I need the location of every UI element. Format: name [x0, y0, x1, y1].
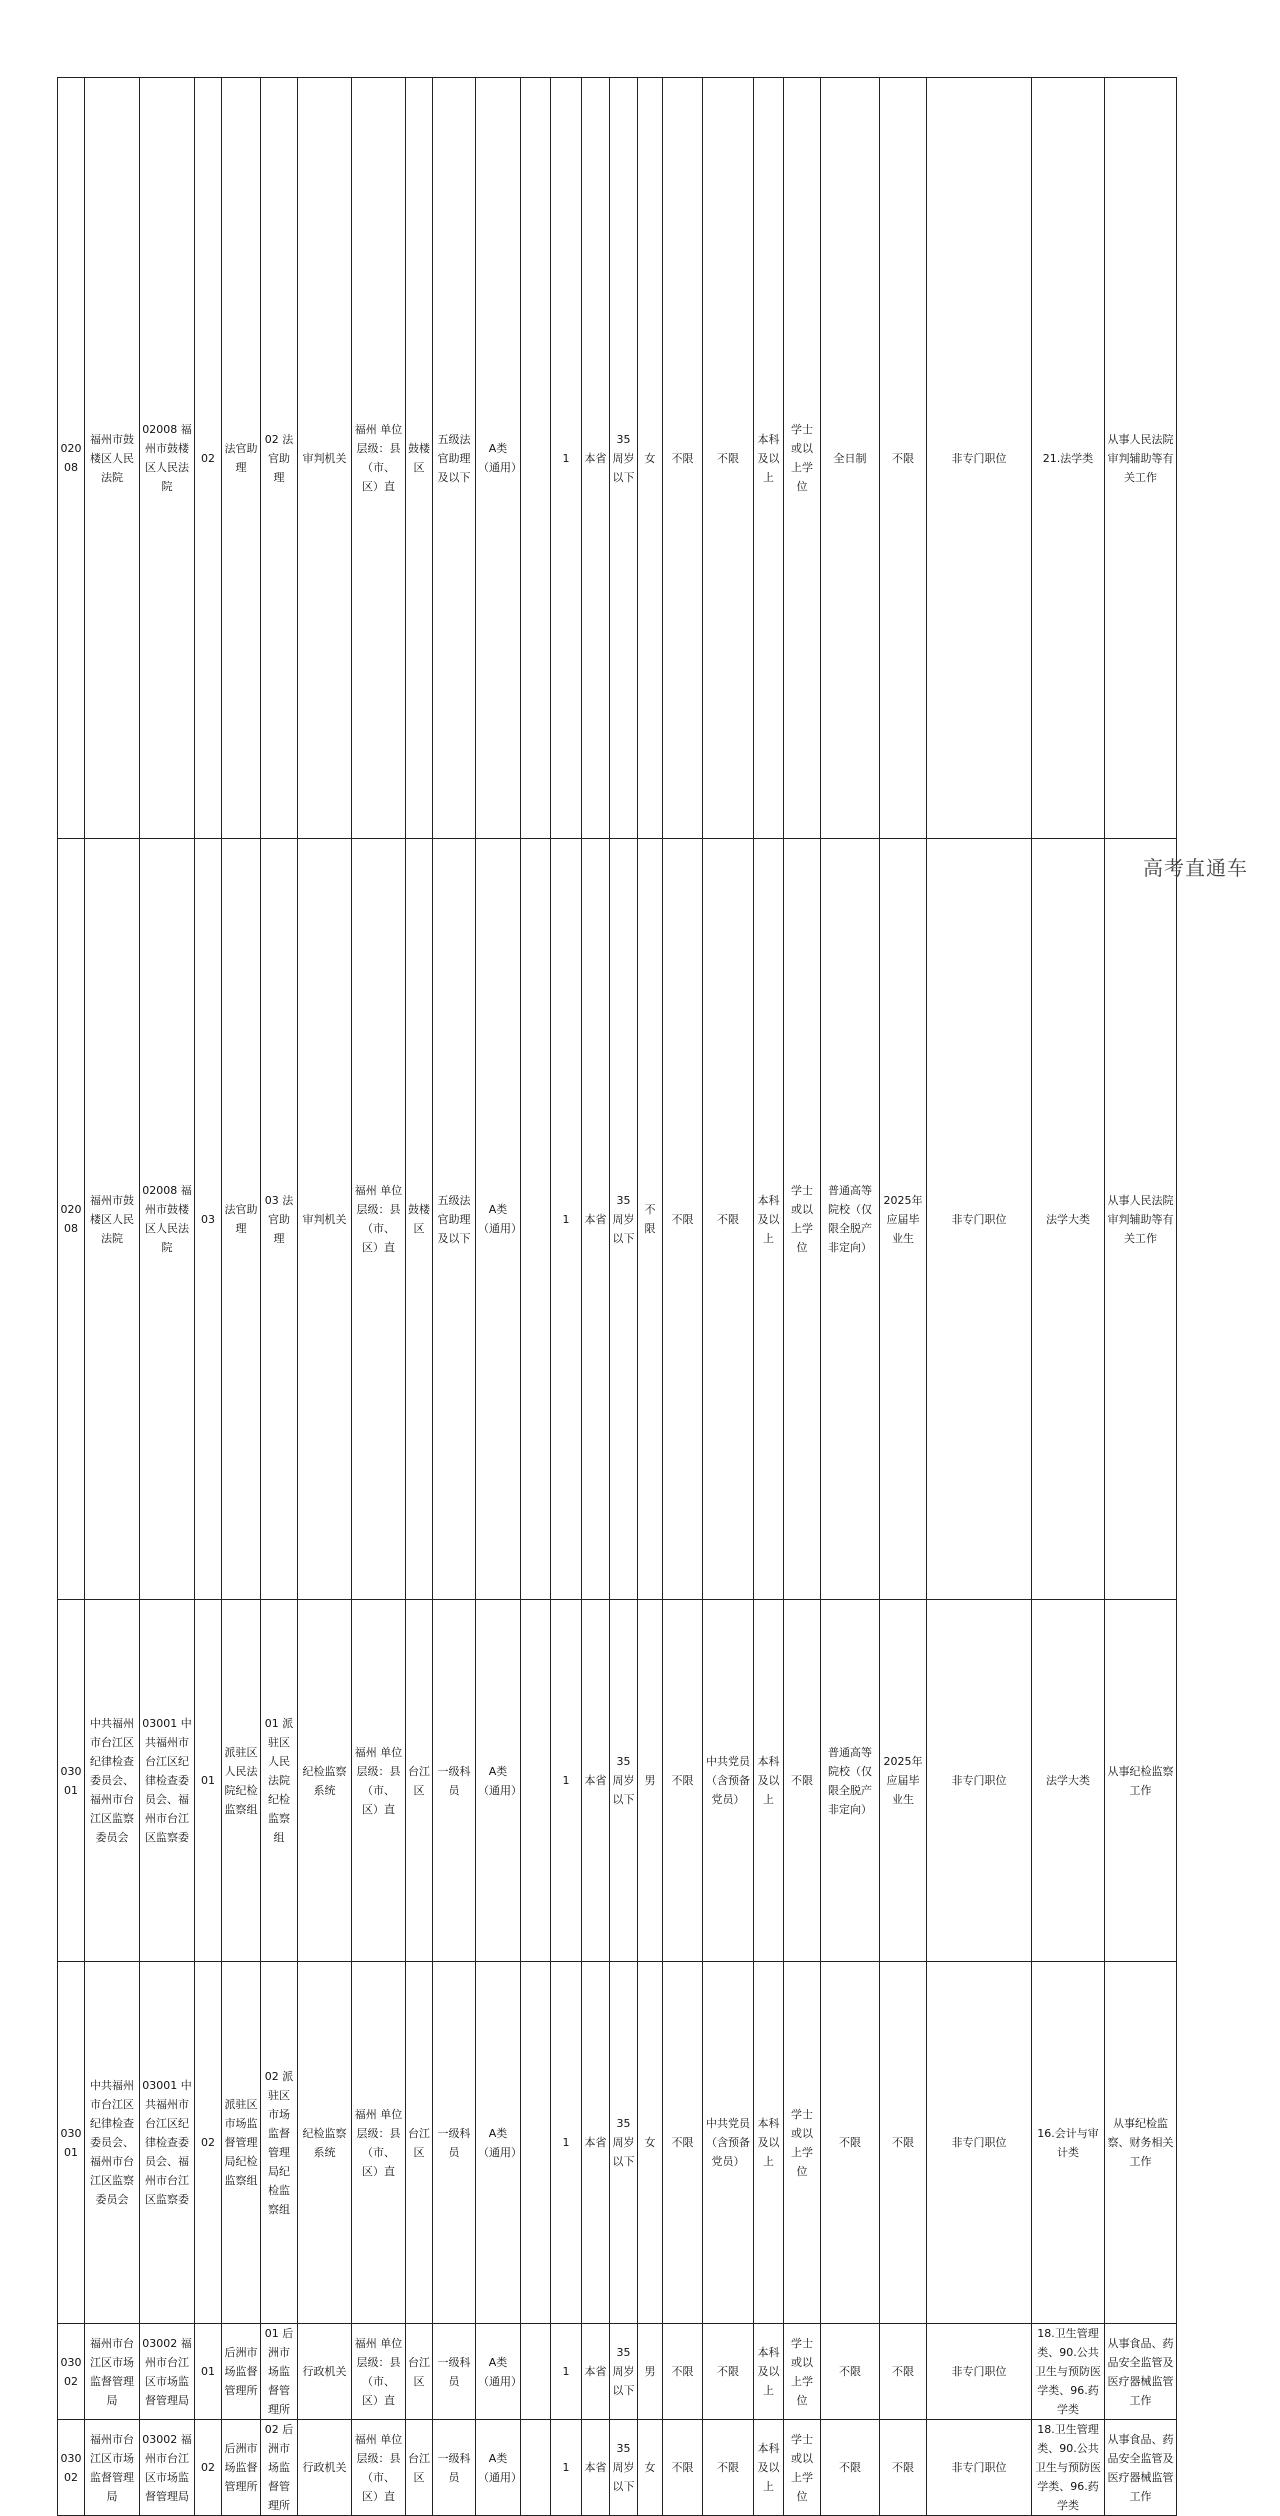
gender-cell: 不限 [638, 839, 663, 1600]
post-type-cell: 非专门职位 [927, 1962, 1032, 2324]
table-row [58, 1962, 1177, 2324]
recruit-unit-cell: 03002 福州市台江区市场监督管理局 [140, 2420, 195, 2516]
empty-cell [521, 2324, 551, 2420]
post-code-cell: 02 法官助理 [261, 78, 298, 839]
major-cell: 法学大类 [1032, 1600, 1105, 1962]
graduate-cell: 2025年应届毕业生 [880, 839, 927, 1600]
age-cell: 35周岁以下 [610, 78, 638, 839]
post-type-cell: 非专门职位 [927, 2324, 1032, 2420]
study-form-cell: 不限 [821, 2324, 880, 2420]
scope-cell: 本省 [582, 1600, 610, 1962]
major-cell: 21.法学类 [1032, 78, 1105, 839]
table-row [58, 839, 1177, 1600]
education-cell: 本科及以上 [754, 2420, 784, 2516]
scope-cell: 本省 [582, 839, 610, 1600]
level-cell: 福州 单位层级：县（市、区）直 [352, 78, 406, 839]
ethnicity-cell: 不限 [663, 78, 703, 839]
post-type-cell: 非专门职位 [927, 78, 1032, 839]
major-cell: 法学大类 [1032, 839, 1105, 1600]
count-cell: 1 [551, 1600, 582, 1962]
level-cell: 福州 单位层级：县（市、区）直 [352, 2324, 406, 2420]
post-number-cell: 02 [195, 2420, 222, 2516]
dept-code-cell: 03002 [58, 2324, 85, 2420]
dept-code-cell: 03002 [58, 2420, 85, 2516]
unit-cell: 福州市鼓楼区人民法院 [85, 839, 140, 1600]
age-cell: 35周岁以下 [610, 2324, 638, 2420]
post-number-cell: 03 [195, 839, 222, 1600]
empty-cell [521, 78, 551, 839]
level-cell: 福州 单位层级：县（市、区）直 [352, 1962, 406, 2324]
exam-type-cell: A类（通用） [476, 1962, 521, 2324]
dept-code-cell: 03001 [58, 1962, 85, 2324]
table-row [58, 2420, 1177, 2516]
post-code-cell: 02 后洲市场监督管理所 [261, 2420, 298, 2516]
gender-cell: 男 [638, 1600, 663, 1962]
unit-cell: 福州市鼓楼区人民法院 [85, 78, 140, 839]
post-number-cell: 01 [195, 2324, 222, 2420]
age-cell: 35周岁以下 [610, 1600, 638, 1962]
politics-cell: 中共党员（含预备党员） [703, 1962, 754, 2324]
rank-cell: 一级科员 [433, 1962, 476, 2324]
age-cell: 35周岁以下 [610, 1962, 638, 2324]
duty-cell: 从事人民法院审判辅助等有关工作 [1105, 78, 1177, 839]
duty-cell: 从事纪检监察、财务相关工作 [1105, 1962, 1177, 2324]
degree-cell: 学士或以上学位 [784, 2324, 821, 2420]
dept-code-cell: 02008 [58, 78, 85, 839]
study-form-cell: 不限 [821, 2420, 880, 2516]
recruit-unit-cell: 03001 中共福州市台江区纪律检查委员会、福州市台江区监察委 [140, 1600, 195, 1962]
post-type-cell: 非专门职位 [927, 1600, 1032, 1962]
education-cell: 本科及以上 [754, 839, 784, 1600]
region-cell: 鼓楼区 [406, 78, 433, 839]
study-form-cell: 普通高等院校（仅限全脱产非定向） [821, 1600, 880, 1962]
degree-cell: 学士或以上学位 [784, 78, 821, 839]
region-cell: 台江区 [406, 1600, 433, 1962]
post-type-cell: 非专门职位 [927, 2420, 1032, 2516]
level-cell: 福州 单位层级：县（市、区）直 [352, 1600, 406, 1962]
org-type-cell: 纪检监察系统 [298, 1962, 352, 2324]
recruitment-table-sheet [57, 77, 1177, 2516]
duty-cell: 从事食品、药品安全监管及医疗器械监管工作 [1105, 2324, 1177, 2420]
rank-cell: 五级法官助理及以下 [433, 78, 476, 839]
post-name-cell: 派驻区市场监督管理局纪检监察组 [222, 1962, 261, 2324]
watermark-text: 高考直通车 [1143, 856, 1248, 880]
graduate-cell: 不限 [880, 1962, 927, 2324]
graduate-cell: 2025年应届毕业生 [880, 1600, 927, 1962]
graduate-cell: 不限 [880, 2420, 927, 2516]
degree-cell: 不限 [784, 1600, 821, 1962]
empty-cell [521, 1600, 551, 1962]
rank-cell: 一级科员 [433, 2420, 476, 2516]
gender-cell: 女 [638, 1962, 663, 2324]
politics-cell: 不限 [703, 839, 754, 1600]
degree-cell: 学士或以上学位 [784, 839, 821, 1600]
org-type-cell: 纪检监察系统 [298, 1600, 352, 1962]
post-code-cell: 01 后洲市场监督管理所 [261, 2324, 298, 2420]
post-code-cell: 02 派驻区市场监督管理局纪检监察组 [261, 1962, 298, 2324]
recruitment-table [57, 77, 1177, 2516]
post-type-cell: 非专门职位 [927, 839, 1032, 1600]
recruit-unit-cell: 03002 福州市台江区市场监督管理局 [140, 2324, 195, 2420]
region-cell: 台江区 [406, 1962, 433, 2324]
major-cell: 18.卫生管理类、90.公共卫生与预防医学类、96.药学类 [1032, 2324, 1105, 2420]
gender-cell: 女 [638, 78, 663, 839]
politics-cell: 中共党员（含预备党员） [703, 1600, 754, 1962]
exam-type-cell: A类（通用） [476, 839, 521, 1600]
count-cell: 1 [551, 1962, 582, 2324]
exam-type-cell: A类（通用） [476, 78, 521, 839]
rank-cell: 一级科员 [433, 2324, 476, 2420]
region-cell: 鼓楼区 [406, 839, 433, 1600]
ethnicity-cell: 不限 [663, 2324, 703, 2420]
org-type-cell: 审判机关 [298, 78, 352, 839]
rank-cell: 五级法官助理及以下 [433, 839, 476, 1600]
table-row [58, 78, 1177, 839]
study-form-cell: 不限 [821, 1962, 880, 2324]
recruit-unit-cell: 02008 福州市鼓楼区人民法院 [140, 78, 195, 839]
dept-code-cell: 02008 [58, 839, 85, 1600]
unit-cell: 福州市台江区市场监督管理局 [85, 2420, 140, 2516]
scope-cell: 本省 [582, 2324, 610, 2420]
post-name-cell: 法官助理 [222, 839, 261, 1600]
unit-cell: 中共福州市台江区纪律检查委员会、福州市台江区监察委员会 [85, 1600, 140, 1962]
post-code-cell: 01 派驻区人民法院纪检监察组 [261, 1600, 298, 1962]
dept-code-cell: 03001 [58, 1600, 85, 1962]
scope-cell: 本省 [582, 2420, 610, 2516]
graduate-cell: 不限 [880, 78, 927, 839]
gender-cell: 男 [638, 2324, 663, 2420]
count-cell: 1 [551, 839, 582, 1600]
count-cell: 1 [551, 2420, 582, 2516]
table-row [58, 2324, 1177, 2420]
post-name-cell: 法官助理 [222, 78, 261, 839]
education-cell: 本科及以上 [754, 2324, 784, 2420]
politics-cell: 不限 [703, 78, 754, 839]
post-name-cell: 后洲市场监督管理所 [222, 2324, 261, 2420]
education-cell: 本科及以上 [754, 1962, 784, 2324]
table-row [58, 1600, 1177, 1962]
major-cell: 18.卫生管理类、90.公共卫生与预防医学类、96.药学类 [1032, 2420, 1105, 2516]
count-cell: 1 [551, 78, 582, 839]
exam-type-cell: A类（通用） [476, 2324, 521, 2420]
unit-cell: 福州市台江区市场监督管理局 [85, 2324, 140, 2420]
post-number-cell: 01 [195, 1600, 222, 1962]
age-cell: 35周岁以下 [610, 2420, 638, 2516]
major-cell: 16.会计与审计类 [1032, 1962, 1105, 2324]
recruit-unit-cell: 02008 福州市鼓楼区人民法院 [140, 839, 195, 1600]
unit-cell: 中共福州市台江区纪律检查委员会、福州市台江区监察委员会 [85, 1962, 140, 2324]
count-cell: 1 [551, 2324, 582, 2420]
study-form-cell: 普通高等院校（仅限全脱产非定向） [821, 839, 880, 1600]
education-cell: 本科及以上 [754, 1600, 784, 1962]
empty-cell [521, 2420, 551, 2516]
gender-cell: 女 [638, 2420, 663, 2516]
politics-cell: 不限 [703, 2420, 754, 2516]
region-cell: 台江区 [406, 2324, 433, 2420]
ethnicity-cell: 不限 [663, 1600, 703, 1962]
study-form-cell: 全日制 [821, 78, 880, 839]
post-number-cell: 02 [195, 1962, 222, 2324]
scope-cell: 本省 [582, 1962, 610, 2324]
exam-type-cell: A类（通用） [476, 2420, 521, 2516]
org-type-cell: 行政机关 [298, 2420, 352, 2516]
ethnicity-cell: 不限 [663, 2420, 703, 2516]
region-cell: 台江区 [406, 2420, 433, 2516]
scope-cell: 本省 [582, 78, 610, 839]
rank-cell: 一级科员 [433, 1600, 476, 1962]
age-cell: 35周岁以下 [610, 839, 638, 1600]
degree-cell: 学士或以上学位 [784, 1962, 821, 2324]
ethnicity-cell: 不限 [663, 1962, 703, 2324]
post-number-cell: 02 [195, 78, 222, 839]
org-type-cell: 行政机关 [298, 2324, 352, 2420]
politics-cell: 不限 [703, 2324, 754, 2420]
post-code-cell: 03 法官助理 [261, 839, 298, 1600]
recruit-unit-cell: 03001 中共福州市台江区纪律检查委员会、福州市台江区监察委 [140, 1962, 195, 2324]
exam-type-cell: A类（通用） [476, 1600, 521, 1962]
post-name-cell: 后洲市场监督管理所 [222, 2420, 261, 2516]
org-type-cell: 审判机关 [298, 839, 352, 1600]
level-cell: 福州 单位层级：县（市、区）直 [352, 839, 406, 1600]
level-cell: 福州 单位层级：县（市、区）直 [352, 2420, 406, 2516]
empty-cell [521, 1962, 551, 2324]
graduate-cell: 不限 [880, 2324, 927, 2420]
ethnicity-cell: 不限 [663, 839, 703, 1600]
degree-cell: 学士或以上学位 [784, 2420, 821, 2516]
duty-cell: 从事纪检监察工作 [1105, 1600, 1177, 1962]
education-cell: 本科及以上 [754, 78, 784, 839]
duty-cell: 从事食品、药品安全监管及医疗器械监管工作 [1105, 2420, 1177, 2516]
empty-cell [521, 839, 551, 1600]
duty-cell: 从事人民法院审判辅助等有关工作 [1105, 839, 1177, 1600]
post-name-cell: 派驻区人民法院纪检监察组 [222, 1600, 261, 1962]
